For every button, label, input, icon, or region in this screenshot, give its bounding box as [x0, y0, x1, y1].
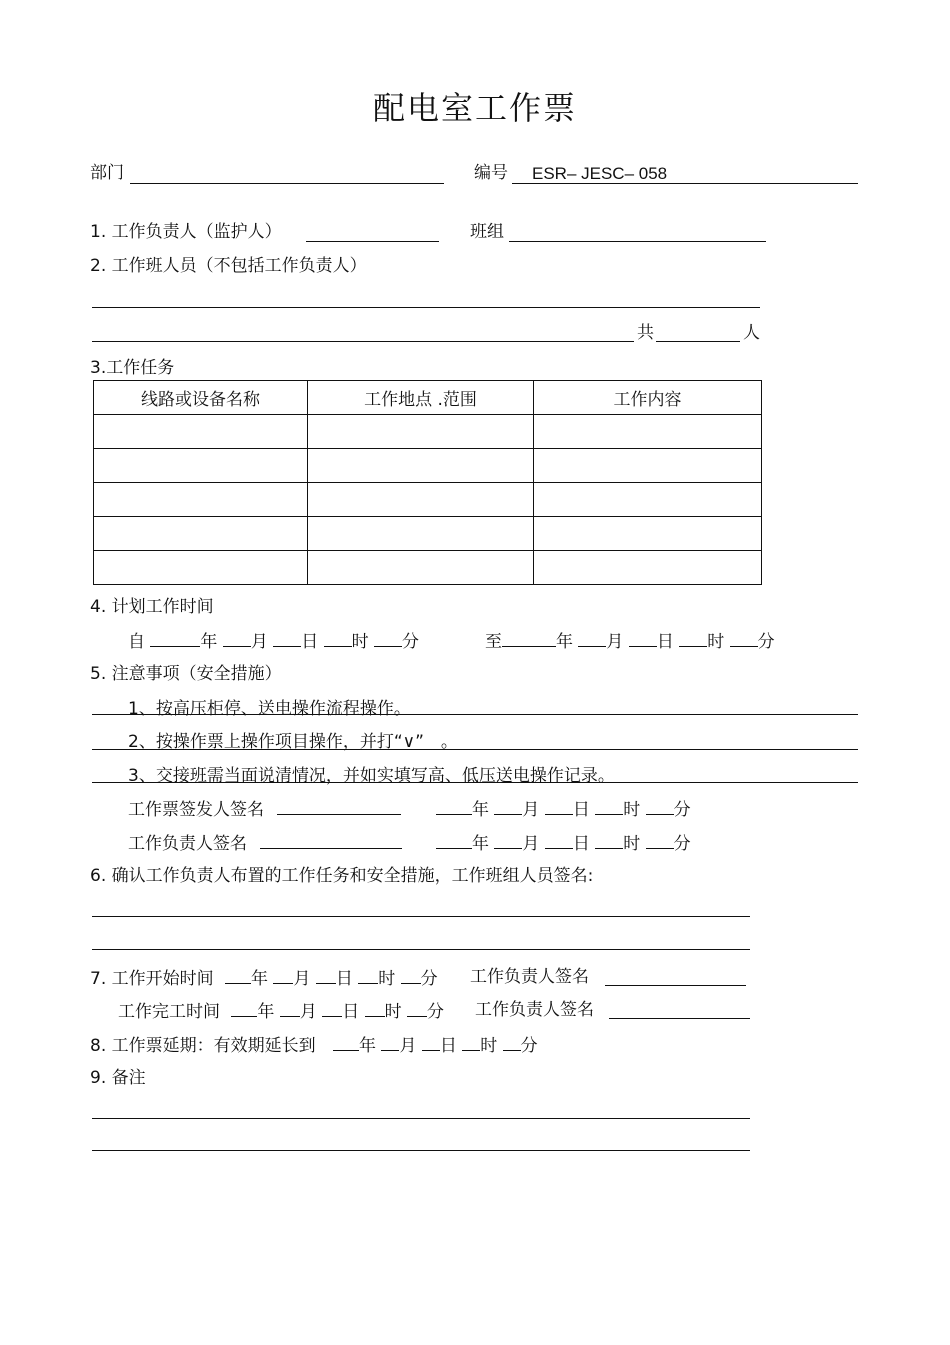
document-title: 配电室工作票 [372, 89, 577, 127]
minute-field[interactable] [401, 967, 421, 984]
minute-unit: 分 [420, 969, 438, 989]
table-cell[interactable] [534, 551, 762, 585]
month-unit: 月 [250, 632, 268, 652]
issuer-sign-label: 工作票签发人签名 [128, 800, 264, 820]
start-sign-field[interactable] [605, 985, 746, 986]
column-header: 工作内容 [534, 381, 762, 415]
work-start-row [90, 967, 438, 989]
hour-unit: 时 [623, 800, 641, 820]
table-cell[interactable] [308, 449, 534, 483]
minute-unit: 分 [757, 632, 775, 652]
work-end-row [118, 1000, 444, 1022]
section9-label: 9. 备注 [90, 1068, 146, 1088]
year-unit: 年 [472, 800, 489, 820]
table-cell[interactable] [94, 483, 308, 517]
end-hour-field[interactable] [679, 630, 707, 647]
day-field[interactable] [545, 832, 573, 849]
precaution-item: 3、交接班需当面说清情况，并如实填写高、低压送电操作记录。 [128, 766, 615, 786]
section3-label: 3.工作任务 [90, 358, 175, 378]
table-cell[interactable] [534, 483, 762, 517]
year-unit: 年 [472, 834, 489, 854]
remarks-line-2[interactable] [92, 1150, 750, 1151]
planned-start-time [128, 630, 419, 652]
from-label: 自 [128, 632, 145, 652]
day-field[interactable] [545, 798, 573, 815]
year-field[interactable] [231, 1000, 257, 1017]
year-unit: 年 [359, 1036, 377, 1056]
table-row [94, 517, 762, 551]
hour-field[interactable] [358, 967, 378, 984]
table-cell[interactable] [308, 517, 534, 551]
hour-unit: 时 [480, 1036, 498, 1056]
precaution-underline [92, 749, 858, 750]
day-unit: 日 [439, 1036, 457, 1056]
start-sign-label: 工作负责人签名 [470, 967, 589, 987]
start-month-field[interactable] [223, 630, 251, 647]
issuer-signature-row [128, 798, 401, 820]
leader-sign-time [436, 832, 691, 854]
month-unit: 月 [606, 632, 624, 652]
precaution-underline [92, 782, 858, 783]
day-unit: 日 [656, 632, 674, 652]
minute-field[interactable] [503, 1034, 521, 1051]
start-day-field[interactable] [273, 630, 301, 647]
planned-end-time [485, 630, 775, 652]
dept-field[interactable] [130, 183, 444, 184]
number-value: ESR– JESC– 058 [532, 164, 668, 183]
total-count-field[interactable] [656, 341, 740, 342]
end-time-label: 工作完工时间 [118, 1002, 220, 1022]
hour-unit: 时 [384, 1002, 402, 1022]
hour-field[interactable] [462, 1034, 480, 1051]
month-unit: 月 [299, 1002, 317, 1022]
start-minute-field[interactable] [374, 630, 402, 647]
end-minute-field[interactable] [730, 630, 758, 647]
month-unit: 月 [293, 969, 311, 989]
end-day-field[interactable] [629, 630, 657, 647]
year-unit: 年 [251, 969, 269, 989]
precaution-underline [92, 714, 858, 715]
minute-unit: 分 [673, 800, 691, 820]
extension-row [90, 1034, 538, 1056]
table-cell[interactable] [94, 449, 308, 483]
task-table [93, 380, 762, 585]
month-unit: 月 [399, 1036, 417, 1056]
section2-label: 2. 工作班人员（不包括工作负责人） [90, 256, 367, 276]
minute-unit: 分 [520, 1036, 538, 1056]
month-field[interactable] [494, 832, 522, 849]
crew-sign-line-1[interactable] [92, 916, 750, 917]
year-field[interactable] [436, 832, 472, 849]
task-table-header [94, 381, 762, 415]
total-prefix: 共 [637, 323, 654, 343]
table-cell[interactable] [94, 551, 308, 585]
hour-unit: 时 [623, 834, 641, 854]
table-row [94, 551, 762, 585]
issuer-sign-time [436, 798, 691, 820]
hour-field[interactable] [595, 798, 623, 815]
leader-sign-label: 工作负责人签名 [128, 834, 247, 854]
end-year-field[interactable] [502, 630, 556, 647]
start-hour-field[interactable] [324, 630, 352, 647]
minute-field[interactable] [646, 832, 674, 849]
table-cell[interactable] [534, 449, 762, 483]
day-field[interactable] [322, 1000, 342, 1017]
minute-field[interactable] [646, 798, 674, 815]
section8-label: 8. 工作票延期：有效期延长到 [90, 1036, 316, 1056]
leader-signature-row [128, 832, 402, 854]
section1-label: 1. 工作负责人（监护人） [90, 222, 282, 242]
team-label: 班组 [470, 222, 504, 242]
crew-sign-line-2[interactable] [92, 949, 750, 950]
end-sign-field[interactable] [609, 1018, 750, 1019]
hour-field[interactable] [365, 1000, 385, 1017]
minute-field[interactable] [407, 1000, 427, 1017]
team-field[interactable] [509, 241, 766, 242]
leader-sign-field[interactable] [260, 832, 402, 849]
month-field[interactable] [494, 798, 522, 815]
day-unit: 日 [342, 1002, 360, 1022]
year-unit: 年 [257, 1002, 275, 1022]
table-row [94, 415, 762, 449]
crew-line-1[interactable] [92, 307, 760, 308]
day-field[interactable] [316, 967, 336, 984]
year-field[interactable] [225, 967, 251, 984]
issuer-sign-field[interactable] [277, 798, 401, 815]
minute-unit: 分 [427, 1002, 445, 1022]
end-month-field[interactable] [578, 630, 606, 647]
table-cell[interactable] [534, 517, 762, 551]
end-sign-label: 工作负责人签名 [475, 1000, 594, 1020]
table-cell[interactable] [94, 415, 308, 449]
year-field[interactable] [436, 798, 472, 815]
dept-label: 部门 [90, 163, 124, 183]
year-unit: 年 [200, 632, 218, 652]
year-field[interactable] [333, 1034, 359, 1051]
month-unit: 月 [522, 800, 540, 820]
month-field[interactable] [280, 1000, 300, 1017]
table-cell[interactable] [308, 415, 534, 449]
precaution-item: 2、按操作票上操作项目操作，并打“∨” 。 [128, 732, 458, 752]
section4-label: 4. 计划工作时间 [90, 597, 214, 617]
table-cell[interactable] [94, 517, 308, 551]
table-cell[interactable] [308, 551, 534, 585]
month-field[interactable] [381, 1034, 399, 1051]
day-unit: 日 [335, 969, 353, 989]
start-year-field[interactable] [150, 630, 200, 647]
table-cell[interactable] [534, 415, 762, 449]
section5-label: 5. 注意事项（安全措施） [90, 664, 282, 684]
table-row [94, 483, 762, 517]
month-field[interactable] [273, 967, 293, 984]
day-field[interactable] [422, 1034, 440, 1051]
day-unit: 日 [301, 632, 319, 652]
precaution-item: 1、按高压柜停、送电操作流程操作。 [128, 699, 411, 719]
year-unit: 年 [556, 632, 573, 652]
column-header: 工作地点 .范围 [308, 381, 534, 415]
hour-unit: 时 [707, 632, 725, 652]
table-row [94, 449, 762, 483]
day-unit: 日 [572, 834, 590, 854]
crew-line-2[interactable] [92, 341, 634, 342]
start-time-label: 7. 工作开始时间 [90, 969, 214, 989]
hour-field[interactable] [595, 832, 623, 849]
minute-unit: 分 [402, 632, 420, 652]
to-label: 至 [485, 632, 502, 652]
table-cell[interactable] [308, 483, 534, 517]
section6-label: 6. 确认工作负责人布置的工作任务和安全措施，工作班组人员签名: [90, 866, 594, 886]
day-unit: 日 [572, 800, 590, 820]
hour-unit: 时 [378, 969, 396, 989]
number-label: 编号 [474, 163, 508, 183]
number-field[interactable] [512, 183, 858, 184]
column-header: 线路或设备名称 [94, 381, 308, 415]
remarks-line-1[interactable] [92, 1118, 750, 1119]
minute-unit: 分 [673, 834, 691, 854]
total-suffix: 人 [743, 323, 760, 343]
month-unit: 月 [522, 834, 540, 854]
leader-field[interactable] [306, 241, 439, 242]
hour-unit: 时 [351, 632, 369, 652]
